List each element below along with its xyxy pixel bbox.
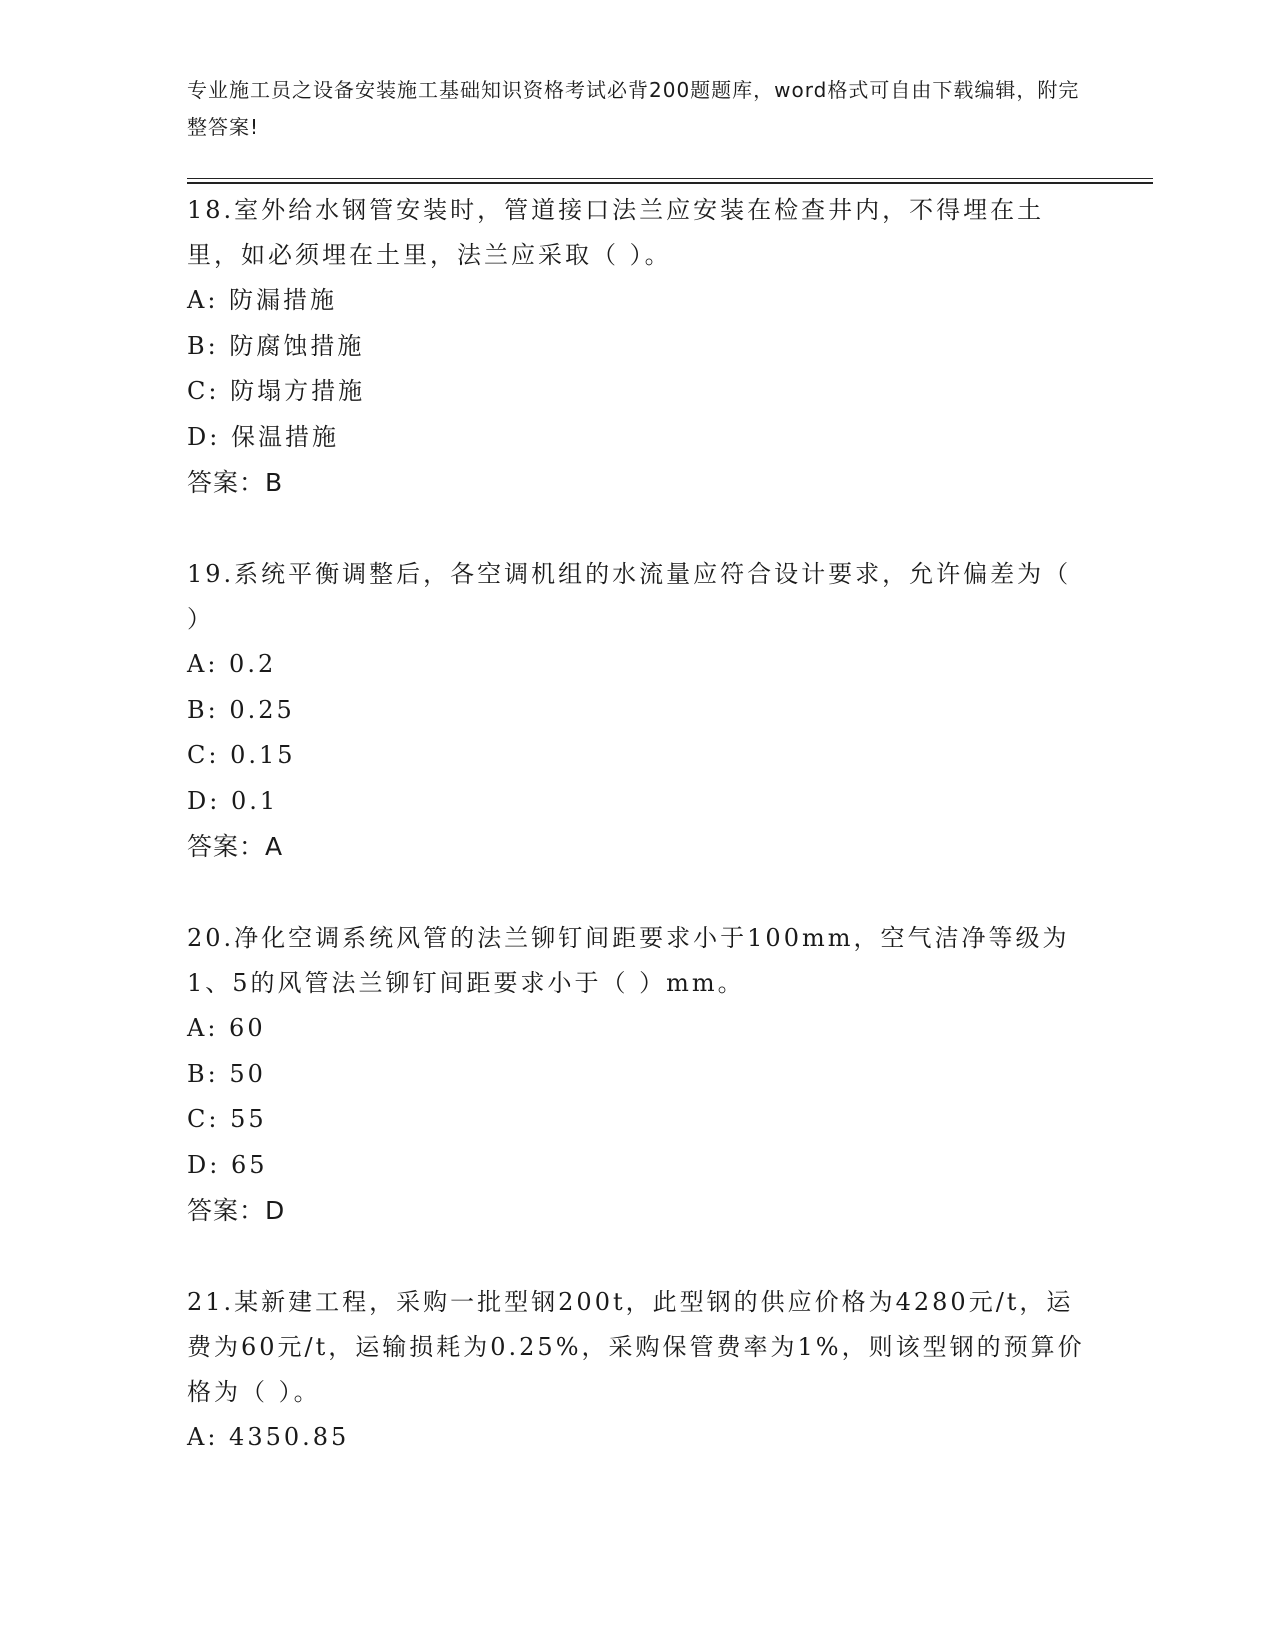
option-b: B: 防腐蚀措施	[187, 331, 365, 360]
question-list	[187, 188, 1087, 1461]
option-a: A: 0.2	[187, 650, 277, 678]
header-divider-thin	[187, 178, 1153, 179]
question-20	[187, 916, 1087, 1233]
option-a: A: 4350.85	[187, 1423, 350, 1451]
question-stem: 19.系统平衡调整后，各空调机组的水流量应符合设计要求，允许偏差为（ ）	[187, 560, 1072, 633]
header-divider-thick	[187, 182, 1153, 184]
option-c: C: 0.15	[187, 741, 296, 769]
answer-line: 答案：B	[187, 468, 284, 497]
answer-line: 答案：A	[187, 832, 284, 861]
question-stem: 18.室外给水钢管安装时，管道接口法兰应安装在检查井内，不得埋在土里，如必须埋在土里，法兰应采取（ ）。	[187, 196, 1045, 269]
question-stem: 20.净化空调系统风管的法兰铆钉间距要求小于100mm，空气洁净等级为1、5的风管法兰铆钉间距要求小于（ ）mm。	[187, 924, 1070, 997]
option-a: A: 防漏措施	[187, 286, 338, 314]
question-stem: 21.某新建工程，采购一批型钢200t，此型钢的供应价格为4280元/t，运费为60元/t，运输损耗为0.25%，采购保管费率为1%，则该型钢的预算价格为（ ）。	[187, 1288, 1085, 1406]
option-d: D: 0.1	[187, 786, 279, 815]
option-b: B: 50	[187, 1059, 266, 1088]
document-header: 专业施工员之设备安装施工基础知识资格考试必背200题题库，word格式可自由下载编辑，附完整答案!	[187, 78, 1080, 139]
option-c: C: 55	[187, 1105, 267, 1133]
question-18	[187, 188, 1087, 505]
option-d: D: 65	[187, 1150, 268, 1179]
question-21	[187, 1280, 1087, 1461]
option-c: C: 防塌方措施	[187, 377, 366, 405]
option-d: D: 保温措施	[187, 422, 339, 451]
answer-line: 答案：D	[187, 1196, 286, 1225]
option-a: A: 60	[187, 1014, 266, 1042]
question-19	[187, 552, 1087, 869]
option-b: B: 0.25	[187, 695, 295, 724]
